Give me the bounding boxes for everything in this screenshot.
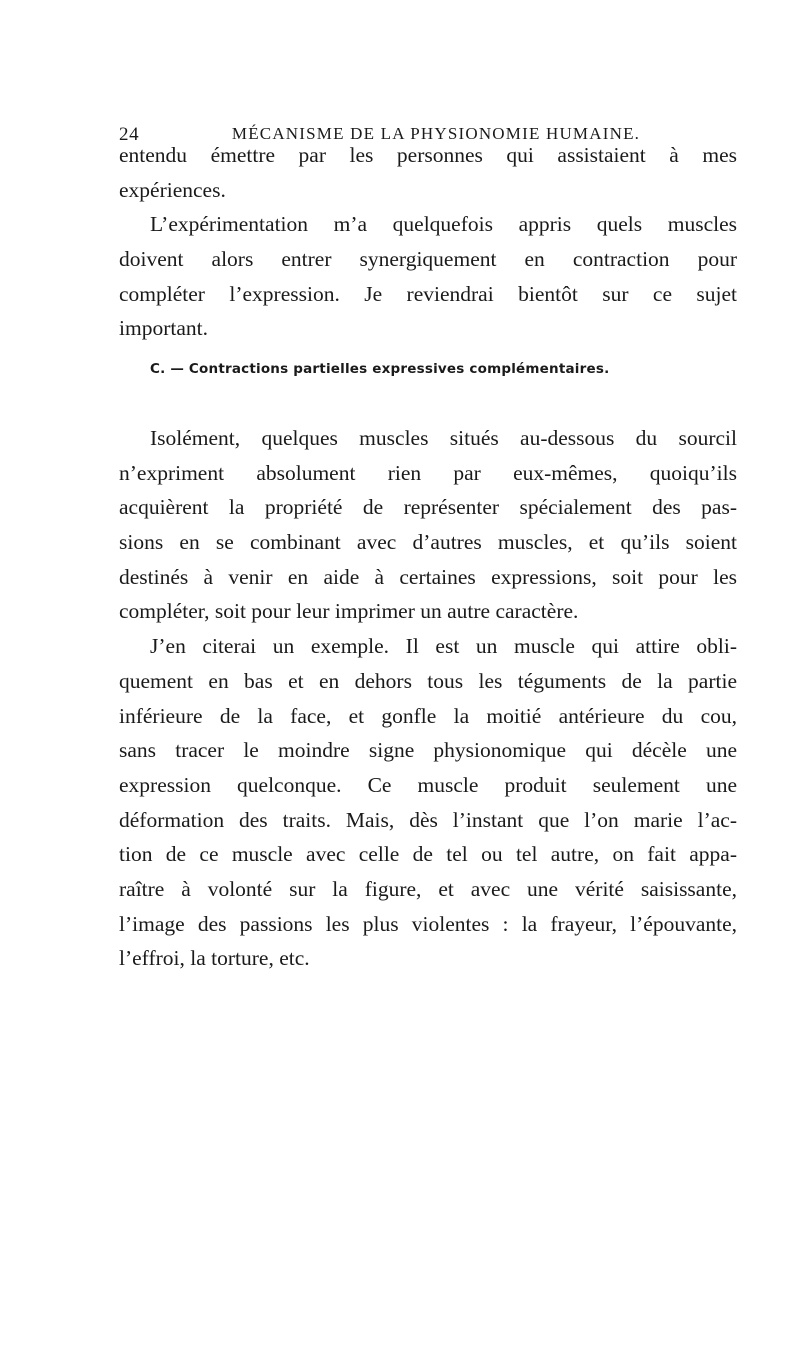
text-line: compléter l’expression. Je reviendrai bientôt sur ce sujet — [119, 281, 737, 306]
text-line: compléter, soit pour leur imprimer un autre caractère. — [119, 599, 579, 624]
text-line: J’en citerai un exemple. Il est un muscle qui attire obli- — [150, 634, 737, 659]
text-line: sions en se combinant avec d’autres muscles, et qu’ils soient — [119, 530, 737, 555]
text-line: l’image des passions les plus violentes : la frayeur, l’épouvante, — [119, 911, 737, 936]
page-number: 24 — [119, 124, 140, 145]
text-line: important. — [119, 316, 208, 341]
text-block-bottom — [119, 421, 737, 976]
text-line: doivent alors entrer synergiquement en contraction pour — [119, 247, 737, 272]
text-line: sans tracer le moindre signe physionomique qui décèle une — [119, 738, 737, 763]
text-line: tion de ce muscle avec celle de tel ou tel autre, on fait appa- — [119, 842, 737, 867]
text-line: acquièrent la propriété de représenter spécialement des pas- — [119, 495, 737, 520]
paragraph-1 — [119, 138, 737, 207]
text-line: Isolément, quelques muscles situés au-dessous du sourcil — [150, 426, 737, 450]
section-heading: C. — Contractions partielles expressives complémentaires. — [150, 361, 610, 377]
text-line: inférieure de la face, et gonfle la moitié antérieure du cou, — [119, 703, 737, 728]
text-line: L’expérimentation m’a quelquefois appris quels muscles — [150, 212, 737, 237]
text-line: déformation des traits. Mais, dès l’instant que l’on marie l’ac- — [119, 807, 737, 832]
text-line: expression quelconque. Ce muscle produit seulement une — [119, 772, 737, 797]
paragraph-4 — [119, 629, 737, 976]
running-title: MÉCANISME DE LA PHYSIONOMIE HUMAINE. — [231, 124, 641, 143]
text-line: quement en bas et en dehors tous les téguments de la partie — [119, 668, 737, 693]
paragraph-2 — [119, 207, 737, 346]
text-line: destinés à venir en aide à certaines expressions, soit pour les — [119, 564, 737, 589]
paragraph-3 — [119, 421, 737, 629]
text-line: l’effroi, la torture, etc. — [119, 946, 310, 971]
text-line: expériences. — [119, 177, 226, 202]
text-block-top — [119, 138, 737, 346]
text-line: entendu émettre par les personnes qui assistaient à mes — [119, 143, 737, 167]
text-line: n’expriment absolument rien par eux-mêmes, quoiqu’ils — [119, 460, 737, 485]
text-line: raître à volonté sur la figure, et avec une vérité saisissante, — [119, 876, 737, 901]
